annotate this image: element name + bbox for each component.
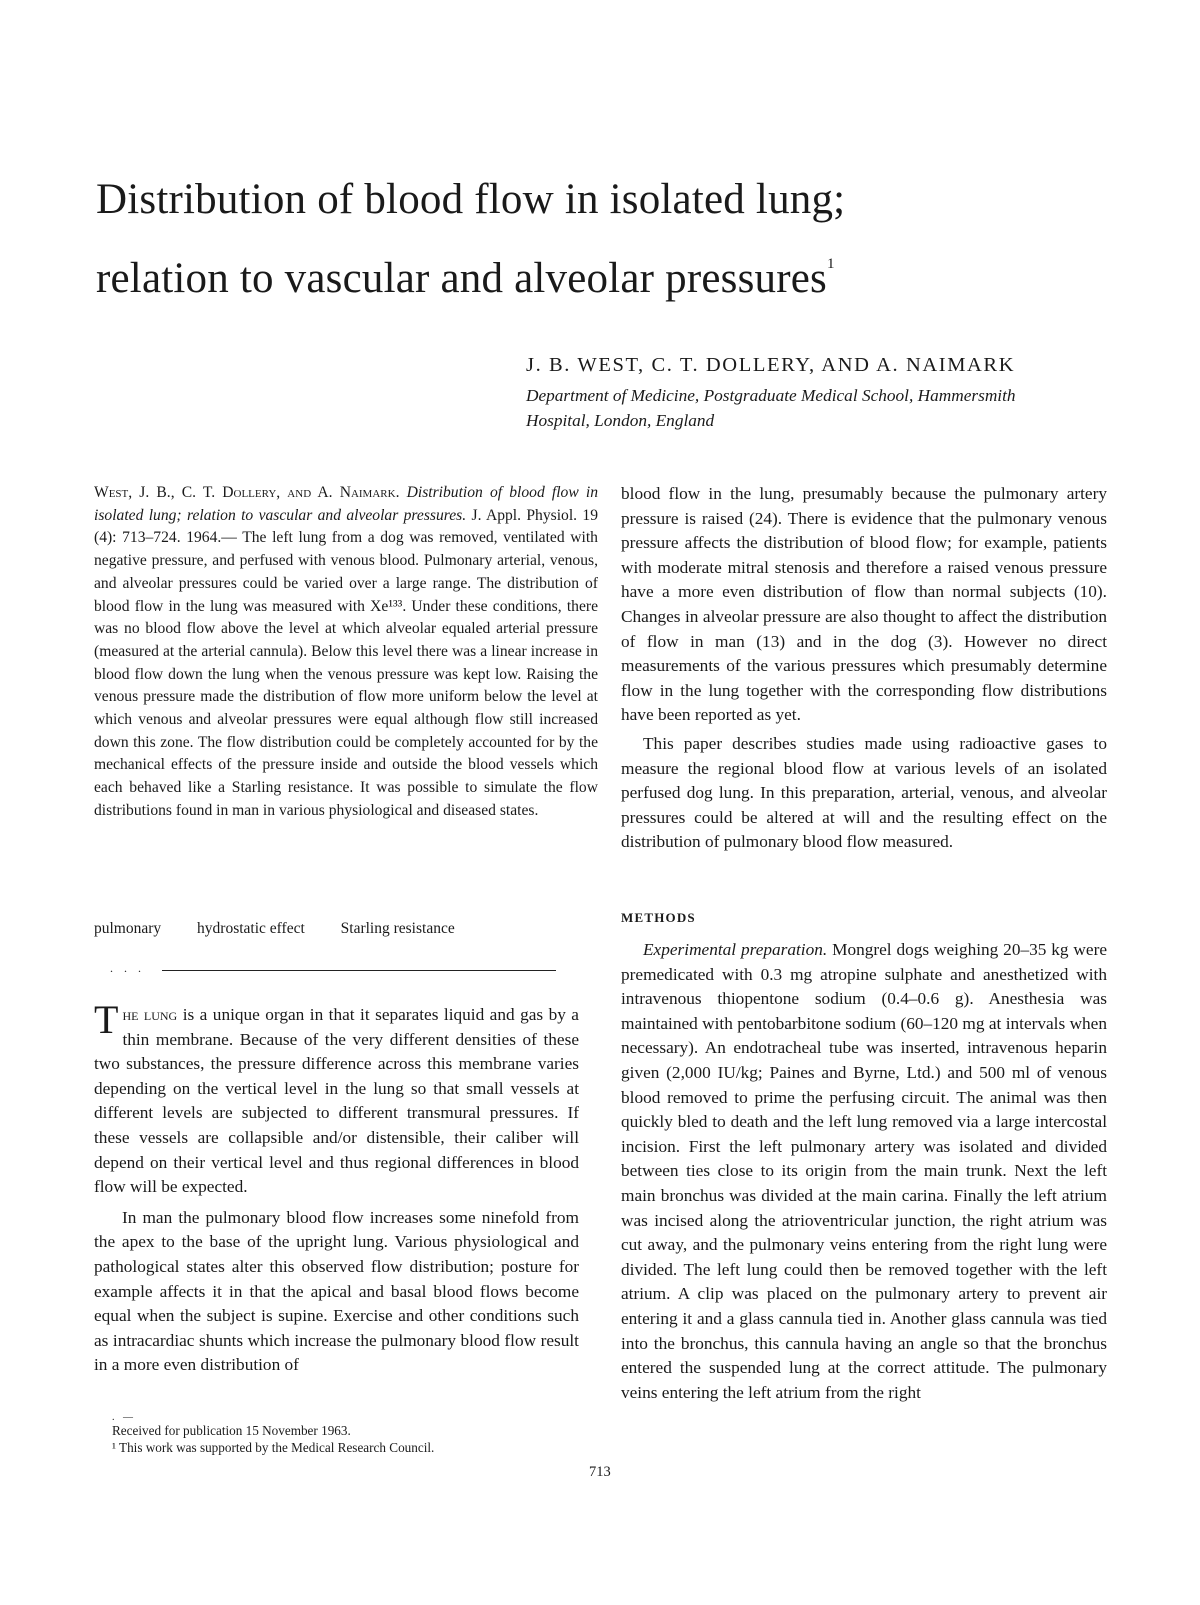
page-number: 713 (589, 1464, 611, 1480)
title-line-2-text: relation to vascular and alveolar pressures (96, 255, 827, 302)
keyword: Starling resistance (340, 920, 455, 937)
keyword: pulmonary (94, 920, 162, 937)
title-footnote-mark: 1 (826, 256, 835, 272)
drop-cap: T (94, 997, 119, 1042)
abstract (94, 482, 598, 823)
footnote-received: Received for publication 15 November 1963. (112, 1423, 351, 1438)
author-list: J. B. WEST, C. T. DOLLERY, AND A. NAIMARK (526, 354, 1016, 376)
section-divider (162, 970, 556, 971)
footnotes (112, 1422, 582, 1456)
title-line-1: Distribution of blood flow in isolated lung; (96, 176, 846, 223)
methods-subheading: Experimental preparation. (643, 940, 828, 959)
methods-paragraph (621, 938, 1107, 1405)
methods-text: Mongrel dogs weighing 20–35 kg were premedicated with 0.3 mg atropine sulphate and anesthetized with intravenous thiopentone sodium (0.4–0.6 g). Anesthesia was maintained with pentobarbitone sodium (60–120 mg at intervals when necessary). An endotracheal tube was inserted, intravenous heparin given (2,000 IU/kg; Paines and Byrne, Ltd.) and 500 ml of venous blood removed to prime the perfusing circuit. The animal was then quickly bled to death and the left lung removed via a large intercostal incision. First the left pulmonary artery was isolated and divided between ties close to its origin from the main trunk. Next the left main bronchus was divided at the main carina. Finally the left atrium was incised along the atrioventricular junction, the right atrium was cut away, and the pulmonary veins entering from the right lung were divided. The left lung could then be removed together with the left atrium. A clip was placed on the pulmonary artery to prevent air entering it and a glass cannula tied in. Another glass cannula was tied into the bronchus, this cannula having an angle so that the bronchus entered the suspended lung at the correct attitude. The pulmonary veins entering the left atrium from the right (621, 940, 1107, 1402)
abstract-title: Distribution of blood flow in isolated lung; relation to vascular and alveolar pressures. (94, 484, 599, 524)
methods-section (621, 934, 1107, 1405)
footnote-support: ¹ This work was supported by the Medical Research Council. (112, 1440, 435, 1455)
affiliation-line-2: Hospital, London, England (526, 411, 715, 430)
methods-heading: METHODS (621, 910, 696, 925)
intro-left-column (94, 997, 579, 1378)
keyword: hydrostatic effect (197, 920, 305, 937)
abstract-authors: West, J. B., C. T. Dollery, and A. Naimark. (94, 484, 400, 501)
intro-paragraph-4: This paper describes studies made using radioactive gases to measure the regional blood flow at various levels of an isolated perfused dog lung. In this preparation, arterial, venous, and alveolar pressures could be altered at will and the resulting effect on the distribution of pulmonary blood flow measured. (621, 733, 1107, 852)
keywords (94, 920, 554, 938)
article-title (96, 168, 1116, 311)
abstract-citation: J. Appl. Physiol. 19 (4): 713–724. 1964.— (94, 506, 598, 547)
intro-right-column (621, 482, 1107, 855)
intro-paragraph-1 (94, 997, 579, 1200)
separator-marks: . . . (110, 961, 145, 975)
intro-paragraph-1-text: is a unique organ in that it separates liquid and gas by a thin membrane. Because of the very different densities of these two substances, the pressure difference across this membrane varies depending on the vertical level in the lung so that small vessels at different levels are subjected to different transmural pressures. If these vessels are collapsible and/or distensible, their caliber will depend on their vertical level and thus regional differences in blood flow will be expected. (94, 1005, 579, 1197)
intro-lead-in: he lung (122, 1005, 178, 1024)
title-line-2 (96, 232, 1116, 311)
affiliation-line-1: Department of Medicine, Postgraduate Medical School, Hammersmith (526, 386, 1016, 405)
abstract-block (94, 482, 598, 823)
affiliation (526, 383, 1086, 433)
abstract-text: The left lung from a dog was removed, ventilated with negative pressure, and perfused with venous blood. Pulmonary arterial, venous, and alveolar pressures could be varied over a large range. The distribution of blood flow in the lung was measured with Xe¹³³. Under these conditions, there was no blood flow above the level at which alveolar equaled arterial pressure (measured at the arterial cannula). Below this level there was a linear increase in blood flow down the lung when the venous pressure was kept low. Raising the venous pressure made the distribution of flow more uniform below the level at which venous and alveolar pressures were equal although flow still increased down this zone. The flow distribution could be completely accounted for by the mechanical effects of the pressure inside and outside the blood vessels which each behaved like a Starling resistance. It was possible to simulate the flow distributions found in man in various physiological and diseased states. (94, 529, 598, 819)
intro-paragraph-3: blood flow in the lung, presumably because the pulmonary artery pressure is raised (24). There is evidence that the pulmonary venous pressure affects the distribution of blood flow; for example, patients with moderate mitral stenosis and therefore a raised venous pressure have a more even distribution of flow than normal subjects (10). Changes in alveolar pressure are also thought to affect the distribution of flow in man (13) and in the dog (3). However no direct measurements of the various pressures which presumably determine flow in the lung together with the corresponding flow distributions have been reported as yet. (621, 484, 1107, 725)
footnote-marks: . — (112, 1412, 136, 1423)
intro-paragraph-2: In man the pulmonary blood flow increases some ninefold from the apex to the base of the upright lung. Various physiological and pathological states alter this observed flow distribution; posture for example affects it in that the apical and basal blood flows become equal when the subject is supine. Exercise and other conditions such as intracardiac shunts which increase the pulmonary blood flow result in a more even distribution of (94, 1207, 579, 1375)
